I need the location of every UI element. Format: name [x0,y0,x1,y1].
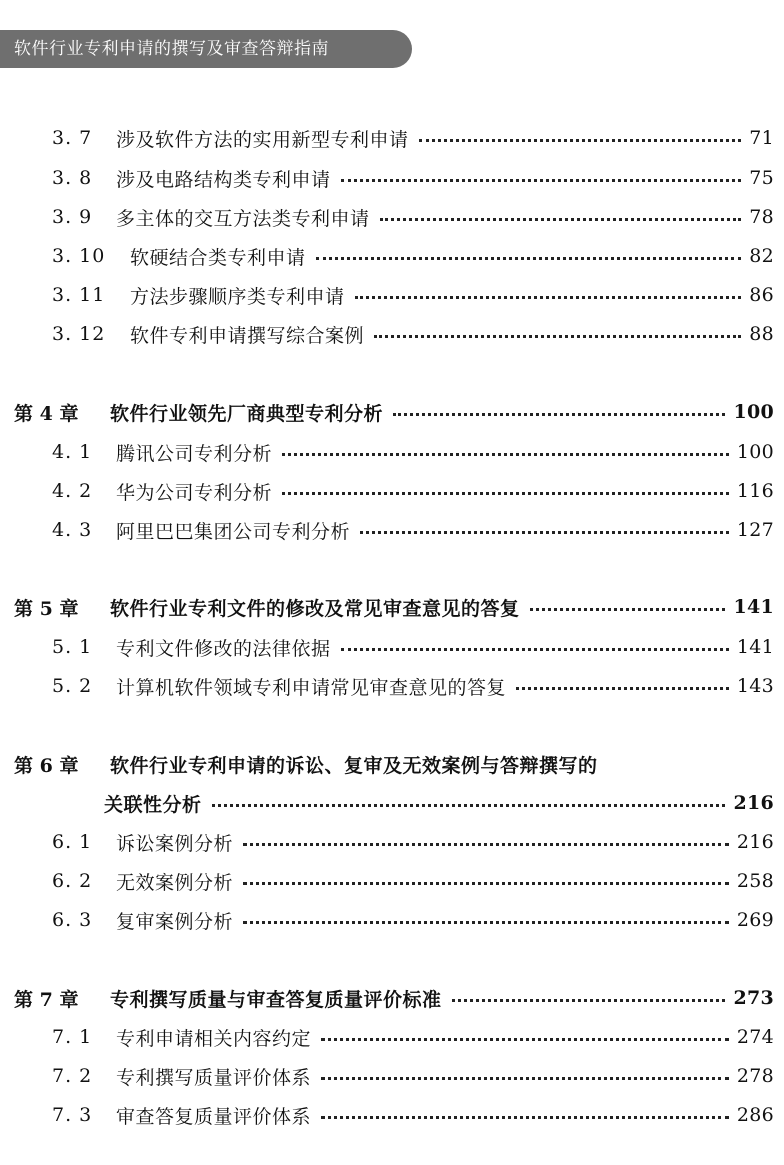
section-title: 腾讯公司专利分析 [116,442,273,465]
section-number: 3. 10 [52,245,106,267]
page-number: 141 [736,636,774,658]
chapter-number: 第 6 章 [14,754,79,777]
section-number: 3. 7 [52,127,93,149]
section-title: 专利申请相关内容约定 [116,1027,312,1050]
section-number: 6. 2 [52,870,93,892]
page-number: 141 [733,596,774,618]
page-number: 82 [749,245,774,267]
section-title: 专利文件修改的法律依据 [116,637,331,660]
toc-chapter-6-continued [104,788,774,818]
chapter-title: 专利撰写质量与审查答复质量评价标准 [110,988,442,1011]
chapter-title: 软件行业领先厂商典型专利分析 [110,402,384,425]
toc-entry-4-2 [52,476,774,506]
section-number: 3. 11 [52,284,106,306]
chapter-number: 第 5 章 [14,597,79,620]
section-title: 无效案例分析 [116,871,234,894]
section-number: 3. 9 [52,206,93,228]
toc-entry-6-2 [52,866,774,896]
toc-entry-3-12 [52,319,774,349]
toc-entry-6-1 [52,827,774,857]
dot-leader [419,139,742,142]
section-title: 软硬结合类专利申请 [130,246,306,269]
page-number: 100 [736,441,774,463]
toc-entry-3-10 [52,241,774,271]
section-number: 5. 2 [52,675,93,697]
section-title: 涉及软件方法的实用新型专利申请 [116,128,409,151]
toc-entry-3-7 [52,123,774,153]
page-number: 216 [736,831,774,853]
dot-leader [341,648,729,651]
dot-leader [341,179,742,182]
page-number: 88 [749,323,774,345]
chapter-number: 第 7 章 [14,988,79,1011]
dot-leader [243,921,729,924]
toc-entry-3-9 [52,202,774,232]
dot-leader [360,531,729,534]
toc-entry-4-3 [52,515,774,545]
page-number: 78 [749,206,774,228]
dot-leader [212,804,726,807]
dot-leader [321,1038,729,1041]
toc-entry-4-1 [52,437,774,467]
section-title: 专利撰写质量评价体系 [116,1066,312,1089]
section-title: 复审案例分析 [116,910,234,933]
toc-entry-5-1 [52,632,774,662]
section-number: 7. 3 [52,1104,93,1126]
section-number: 6. 3 [52,909,93,931]
section-number: 4. 2 [52,480,93,502]
section-number: 4. 1 [52,441,93,463]
section-number: 4. 3 [52,519,93,541]
chapter-title: 软件行业专利文件的修改及常见审查意见的答复 [110,597,520,620]
page-number: 216 [733,792,774,814]
dot-leader [316,257,742,260]
toc-entry-7-1 [52,1022,774,1052]
page-number: 258 [736,870,774,892]
dot-leader [243,882,729,885]
section-title: 软件专利申请撰写综合案例 [130,324,365,347]
section-number: 7. 1 [52,1026,93,1048]
section-title: 方法步骤顺序类专利申请 [130,285,345,308]
toc-entry-3-11 [52,280,774,310]
dot-leader [516,687,729,690]
section-number: 6. 1 [52,831,93,853]
dot-leader [530,608,726,611]
page-number: 86 [749,284,774,306]
page-number: 100 [733,401,774,423]
dot-leader [355,296,742,299]
dot-leader [393,413,725,416]
page-number: 269 [736,909,774,931]
toc-chapter-7 [14,983,774,1013]
section-number: 3. 12 [52,323,106,345]
page-number: 143 [736,675,774,697]
toc-entry-7-3 [52,1100,774,1130]
section-title: 涉及电路结构类专利申请 [116,168,331,191]
toc-entry-7-2 [52,1061,774,1091]
dot-leader [374,335,741,338]
dot-leader [243,843,729,846]
section-title: 阿里巴巴集团公司专利分析 [116,520,351,543]
page-number: 75 [749,167,774,189]
section-title: 多主体的交互方法类专利申请 [116,207,370,230]
toc-entry-6-3 [52,905,774,935]
toc-entry-5-2 [52,671,774,701]
toc-chapter-4 [14,397,774,427]
page-number: 71 [749,127,774,149]
section-number: 7. 2 [52,1065,93,1087]
dot-leader [282,453,729,456]
toc-chapter-5 [14,592,774,622]
dot-leader [380,218,742,221]
dot-leader [282,492,729,495]
page-number: 286 [736,1104,774,1126]
chapter-number: 第 4 章 [14,402,79,425]
toc-entry-3-8 [52,163,774,193]
dot-leader [321,1077,729,1080]
section-title: 诉讼案例分析 [116,832,234,855]
section-title: 华为公司专利分析 [116,481,273,504]
section-number: 5. 1 [52,636,93,658]
dot-leader [321,1116,729,1119]
page-number: 127 [736,519,774,541]
section-title: 计算机软件领域专利申请常见审查意见的答复 [116,676,507,699]
book-title: 软件行业专利申请的撰写及审查答辩指南 [14,39,329,59]
page-number: 278 [736,1065,774,1087]
section-number: 3. 8 [52,167,93,189]
page-number: 274 [736,1026,774,1048]
page-number: 116 [736,480,774,502]
chapter-title-continued: 关联性分析 [104,793,202,816]
section-title: 审查答复质量评价体系 [116,1105,312,1128]
toc-chapter-6 [14,749,774,779]
dot-leader [452,999,726,1002]
chapter-title: 软件行业专利申请的诉讼、复审及无效案例与答辩撰写的 [110,754,598,777]
page-number: 273 [733,987,774,1009]
